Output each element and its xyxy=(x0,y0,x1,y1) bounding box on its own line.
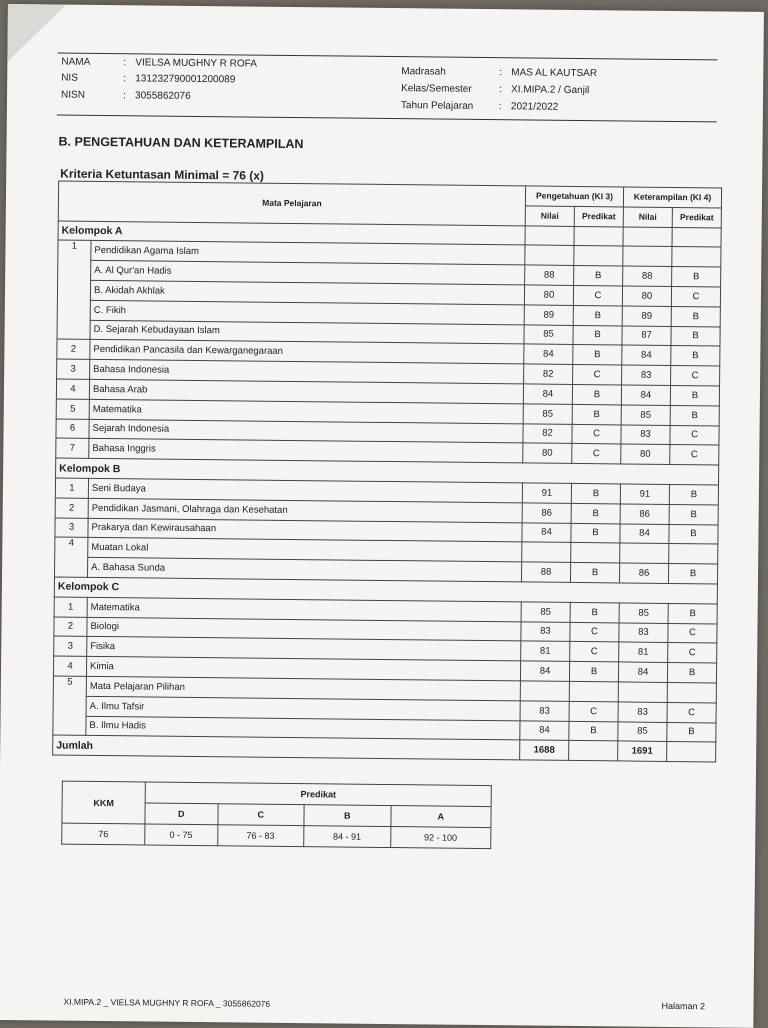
ki4-predikat: C xyxy=(671,286,720,306)
ki4-predikat: B xyxy=(670,385,719,405)
ki3-nilai: 85 xyxy=(523,404,572,424)
ki4-predikat: C xyxy=(671,366,720,386)
ki4-predikat: B xyxy=(668,603,717,623)
row-number: 2 xyxy=(55,498,88,518)
ki3-predikat: B xyxy=(573,325,622,345)
nama-value: VIELSA MUGHNY R ROFA xyxy=(135,57,257,70)
ki3-nilai: 84 xyxy=(520,720,569,740)
kelas-label: Kelas/Semester xyxy=(401,83,472,95)
ki4-predikat: B xyxy=(668,564,717,584)
ki4-predikat: B xyxy=(671,346,720,366)
ki3-predikat: B xyxy=(572,404,621,424)
subject-name: C. Fikih xyxy=(90,300,524,324)
ki4-predikat: B xyxy=(670,405,719,425)
ki3-nilai: 84 xyxy=(520,661,569,681)
tahun-sep: : xyxy=(498,101,502,113)
ki3-nilai: 80 xyxy=(524,285,573,305)
ki4-predikat: C xyxy=(667,702,716,722)
header-ki3-predikat: Predikat xyxy=(574,206,623,226)
subject-name: Fisika xyxy=(87,637,521,661)
ki3-predikat: C xyxy=(569,701,618,721)
madrasah-sep: : xyxy=(499,67,503,79)
ki3-nilai: 80 xyxy=(523,443,572,463)
ki4-nilai: 88 xyxy=(623,266,672,286)
ki4-predikat: B xyxy=(667,722,716,742)
grades-table xyxy=(52,181,722,763)
ki3-nilai: 84 xyxy=(522,522,571,542)
ki3-predikat: B xyxy=(569,662,618,682)
grade-a: A xyxy=(390,806,491,828)
ki4-predikat: C xyxy=(668,643,717,663)
subject-name: Mata Pelajaran Pilihan xyxy=(86,676,520,700)
row-number: 3 xyxy=(57,359,90,379)
ki3-nilai: 82 xyxy=(523,423,572,443)
ki4-nilai: 84 xyxy=(620,523,669,543)
row-number: 1 xyxy=(55,478,88,498)
header-ki3-nilai: Nilai xyxy=(525,206,574,226)
ki4-nilai: 85 xyxy=(621,405,670,425)
row-number: 4 xyxy=(55,537,88,577)
ki3-predikat: B xyxy=(569,721,618,741)
subject-name: A. Ilmu Tafsir xyxy=(86,696,520,720)
range-b: 84 - 91 xyxy=(304,826,391,848)
row-number: 1 xyxy=(57,240,91,339)
footer-student-info: XI.MIPA.2 _ VIELSA MUGHNY R ROFA _ 3055862076 xyxy=(63,996,271,1009)
ki3-nilai: 88 xyxy=(525,265,574,285)
subject-name: Bahasa Inggris xyxy=(89,439,523,463)
ki3-predikat: B xyxy=(573,305,622,325)
ki3-predikat: C xyxy=(572,424,621,444)
grade-c: C xyxy=(217,804,304,826)
nama-sep: : xyxy=(123,57,127,69)
kkm-label: KKM xyxy=(62,781,145,824)
ki3-nilai: 82 xyxy=(524,364,573,384)
report-card-page xyxy=(0,4,764,1028)
ki4-predikat: B xyxy=(669,504,718,524)
ki3-predikat: B xyxy=(573,345,622,365)
ki4-nilai: 81 xyxy=(619,642,668,662)
subject-name: D. Sejarah Kebudayaan Islam xyxy=(90,320,524,344)
ki3-nilai: 81 xyxy=(521,641,570,661)
nis-value: 131232790001200089 xyxy=(135,73,236,86)
header-bottom-rule xyxy=(57,115,717,123)
tahun-value: 2021/2022 xyxy=(510,101,559,113)
madrasah-value: MAS AL KAUTSAR xyxy=(511,67,598,80)
ki4-predikat: B xyxy=(671,326,720,346)
row-number: 5 xyxy=(53,676,87,736)
ki4-nilai: 89 xyxy=(622,306,671,326)
ki4-predikat: C xyxy=(670,425,719,445)
group-c-label: Kelompok C xyxy=(54,577,717,604)
kkm-value: 76 xyxy=(62,823,145,845)
header-ki4-nilai: Nilai xyxy=(623,207,672,227)
subject-name: A. Bahasa Sunda xyxy=(88,558,522,582)
ki3-predikat: B xyxy=(570,563,619,583)
subject-name: Pendidikan Agama Islam xyxy=(91,241,525,265)
ki3-predikat: B xyxy=(571,523,620,543)
ki3-nilai: 84 xyxy=(524,344,573,364)
subject-name: Seni Budaya xyxy=(88,478,522,502)
ki4-nilai: 84 xyxy=(621,385,670,405)
ki3-predikat: C xyxy=(573,365,622,385)
ki3-predikat: B xyxy=(571,503,620,523)
tahun-label: Tahun Pelajaran xyxy=(400,100,474,112)
subject-name: Prakarya dan Kewirausahaan xyxy=(88,518,522,542)
subject-name: Pendidikan Jasmani, Olahraga dan Kesehatan xyxy=(88,498,522,522)
subject-name: Matematika xyxy=(89,399,523,423)
ki4-predikat: C xyxy=(668,623,717,643)
range-d: 0 - 75 xyxy=(145,824,218,846)
kkm-title: Kriteria Ketuntasan Minimal = 76 (x) xyxy=(60,166,265,183)
ki4-predikat: C xyxy=(670,445,719,465)
kkm-predikat-table xyxy=(61,781,492,849)
ki3-nilai: 85 xyxy=(521,602,570,622)
row-number: 4 xyxy=(53,656,86,676)
row-number: 3 xyxy=(55,518,88,538)
ki3-nilai: 91 xyxy=(522,483,571,503)
row-number: 2 xyxy=(57,339,90,359)
ki4-nilai: 80 xyxy=(621,444,670,464)
ki3-nilai: 88 xyxy=(521,562,570,582)
madrasah-label: Madrasah xyxy=(401,66,446,78)
ki4-nilai: 91 xyxy=(620,484,669,504)
ki4-nilai: 83 xyxy=(619,622,668,642)
ki3-nilai: 83 xyxy=(520,701,569,721)
row-number: 5 xyxy=(56,399,89,419)
folded-corner xyxy=(7,4,66,63)
ki3-predikat: C xyxy=(573,285,622,305)
section-title: B. PENGETAHUAN DAN KETERAMPILAN xyxy=(58,134,304,152)
ki3-nilai: 89 xyxy=(524,305,573,325)
nisn-sep: : xyxy=(122,90,126,102)
ki4-predikat: B xyxy=(669,484,718,504)
ki4-nilai: 84 xyxy=(622,345,671,365)
subject-name: Pendidikan Pancasila dan Kewarganegaraan xyxy=(90,340,524,364)
ki4-nilai: 80 xyxy=(622,286,671,306)
ki3-predikat: B xyxy=(572,384,621,404)
row-number: 1 xyxy=(54,597,87,617)
kelas-sep: : xyxy=(499,84,502,96)
row-number: 2 xyxy=(54,617,87,637)
header-ki4-predikat: Predikat xyxy=(672,207,721,227)
ki3-predikat: B xyxy=(571,483,620,503)
subject-name: A. Al Qur'an Hadis xyxy=(91,261,525,285)
subject-name: Sejarah Indonesia xyxy=(89,419,523,443)
ki3-nilai: 84 xyxy=(523,384,572,404)
group-a-label: Kelompok A xyxy=(58,221,525,246)
ki4-nilai: 83 xyxy=(618,702,667,722)
total-ki4: 1691 xyxy=(618,741,667,761)
ki3-predikat: C xyxy=(570,622,619,642)
predikat-label: Predikat xyxy=(145,782,491,807)
ki4-nilai: 84 xyxy=(618,662,667,682)
ki4-predikat: B xyxy=(669,524,718,544)
ki3-nilai: 83 xyxy=(521,621,570,641)
row-number: 3 xyxy=(54,636,87,656)
subject-name: Muatan Lokal xyxy=(88,538,522,562)
nis-sep: : xyxy=(123,73,127,85)
nisn-label: NISN xyxy=(60,89,86,101)
row-number: 4 xyxy=(56,379,89,399)
subject-name: Bahasa Indonesia xyxy=(90,360,524,384)
ki4-nilai: 83 xyxy=(621,425,670,445)
ki3-predikat: B xyxy=(570,602,619,622)
student-header xyxy=(57,53,717,113)
ki3-nilai: 86 xyxy=(522,503,571,523)
header-ki4: Keterampilan (KI 4) xyxy=(623,187,721,208)
ki3-predikat: B xyxy=(574,266,623,286)
header-subject: Mata Pelajaran xyxy=(58,181,525,225)
ki4-predikat: B xyxy=(671,306,720,326)
footer-page-number: Halaman 2 xyxy=(661,1000,706,1012)
ki3-predikat: C xyxy=(572,444,621,464)
range-c: 76 - 83 xyxy=(217,825,304,847)
ki4-nilai: 86 xyxy=(620,504,669,524)
row-number: 6 xyxy=(56,419,89,439)
grade-b: B xyxy=(304,805,391,827)
total-label: Jumlah xyxy=(53,735,520,760)
subject-name: B. Ilmu Hadis xyxy=(86,716,520,740)
ki4-nilai: 83 xyxy=(622,365,671,385)
ki4-predikat: B xyxy=(672,267,721,287)
subject-name: B. Akidah Akhlak xyxy=(90,280,524,304)
subject-name: Bahasa Arab xyxy=(89,379,523,403)
ki4-nilai: 86 xyxy=(619,563,668,583)
ki3-predikat: C xyxy=(570,642,619,662)
subject-name: Matematika xyxy=(87,597,521,621)
nis-label: NIS xyxy=(61,72,78,84)
ki4-predikat: B xyxy=(667,663,716,683)
range-a: 92 - 100 xyxy=(390,827,491,849)
kelas-value: XI.MIPA.2 / Ganjil xyxy=(511,84,590,97)
subject-name: Biologi xyxy=(87,617,521,641)
ki4-nilai: 85 xyxy=(619,603,668,623)
ki3-nilai: 85 xyxy=(524,325,573,345)
subject-name: Kimia xyxy=(86,656,520,680)
header-ki3: Pengetahuan (KI 3) xyxy=(525,186,623,207)
row-number: 7 xyxy=(56,438,89,458)
nisn-value: 3055862076 xyxy=(134,90,191,102)
grade-d: D xyxy=(145,803,218,825)
group-b-label: Kelompok B xyxy=(56,458,719,485)
ki4-nilai: 85 xyxy=(618,721,667,741)
nama-label: NAMA xyxy=(61,56,91,68)
ki4-nilai: 87 xyxy=(622,326,671,346)
total-ki3: 1688 xyxy=(520,740,569,760)
